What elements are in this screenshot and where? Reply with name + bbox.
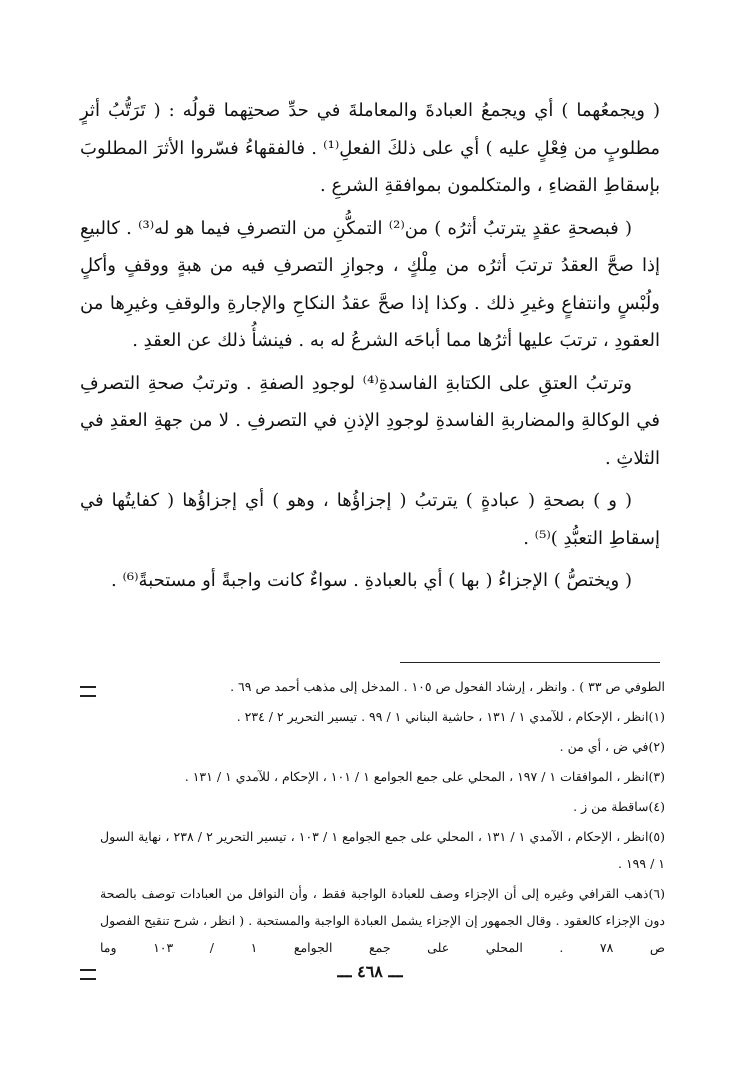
footnote-4: (٤)ساقطة من ز . <box>573 799 665 814</box>
continuation-mark-top <box>80 686 96 697</box>
paragraph-specific: ( ويختصُّ ) الإجزاءُ ( بها ) أي بالعبادةِ . سواءٌ كانت واجبةً أو مستحبةً⁽⁶⁾ . <box>111 570 632 591</box>
footnote-3: (٣)انظر ، الموافقات ١ / ١٩٧ ، المحلي على جمع الجوامع ١ / ١٠١ ، الإحكام ، للآمدي ١ / ١٣١ . <box>184 769 665 784</box>
paragraph-worship: ( و ) بصحةِ ( عبادةٍ ) يترتبُ ( إجزاؤُها ، وهو ) أي إجزاؤُها ( كفايتُها في إسقاطِ التعبُّدِ )⁽⁵⁾ . <box>80 490 660 549</box>
footnote-2: (٢)في ض ، أي من . <box>559 739 665 754</box>
paragraph-definition: ( ويجمعُهما ) أي ويجمعُ العبادةَ والمعاملةَ في حدِّ صحتِهما قولُه : ( تَرَتُّبُ أثرٍ مطلوبٍ من فِعْلٍ عليه ) أي على ذلكَ الفعلِ⁽¹⁾ . فالفقهاءُ فسّروا الأثرَ المطلوبَ بإسقاطِ القضاءِ ، والمتكلمون بموافقةِ الشرعِ . <box>80 100 660 196</box>
main-text <box>80 92 660 605</box>
footnotes <box>100 673 665 964</box>
footnote-1: (١)انظر ، الإحكام ، للآمدي ١ / ١٣١ ، حاشية البناني ١ / ٩٩ . تيسير التحرير ٢ / ٢٣٤ . <box>236 709 665 724</box>
footnote-6: (٦)ذهب القرافي وغيره إلى أن الإجزاء وصف للعبادة الواجبة فقط ، وأن النوافل من العبادات توصف بالصحة دون الإجزاء كالعقود . وقال الجمهور إن الإجزاء يشمل العبادة الواجبة والمستحبة . ( انظر ، شرح تنقيح الفصول ص ٧٨ . المحلي على جمع الجوامع ١ / ١٠٣ وما <box>100 886 665 955</box>
footnote-5: (٥)انظر ، الإحكام ، الآمدي ١ / ١٣١ ، المحلي على جمع الجوامع ١ / ١٠٣ ، تيسير التحرير ٢ / ٢٣٨ ، نهاية السول ١ / ١٩٩ . <box>100 829 665 871</box>
continuation-mark-bottom <box>80 969 96 980</box>
footnote-continued: الطوفي ص ٣٣ ) . وانظر ، إرشاد الفحول ص ١٠٥ . المدخل إلى مذهب أحمد ص ٦٩ . <box>230 679 665 694</box>
page-number: ـــ ٤٦٨ ـــ <box>337 962 403 981</box>
footnote-separator <box>400 662 660 663</box>
paragraph-invalid-contracts: وترتبُ العتقِ على الكتابةِ الفاسدةِ⁽⁴⁾ لوجودِ الصفةِ . وترتبُ صحةِ التصرفِ في الوكالةِ والمضاربةِ الفاسدةِ لوجودِ الإذنِ في التصرفِ . لا من جهةِ العقدِ في الثلاثِ . <box>80 372 660 469</box>
paragraph-contract: ( فبصحةِ عقدٍ يترتبُ أثرُه ) من⁽²⁾ التمكُّنِ من التصرفِ فيما هو له⁽³⁾ . كالبيعِ إذا صحَّ العقدُ ترتبَ أثرُه من مِلْكٍ ، وجوازِ التصرفِ فيه من هبةٍ ووقفٍ وأكلٍ ولُبْسٍ وانتفاعٍ وغيرِ ذلك . وكذا إذا صحَّ عقدُ النكاحِ والإجارةِ والوقفِ وغيرِها من العقودِ ، ترتبَ عليها أثرُها مما أباحَه الشرعُ له به . فينشأُ ذلك عن العقدِ . <box>80 217 660 351</box>
